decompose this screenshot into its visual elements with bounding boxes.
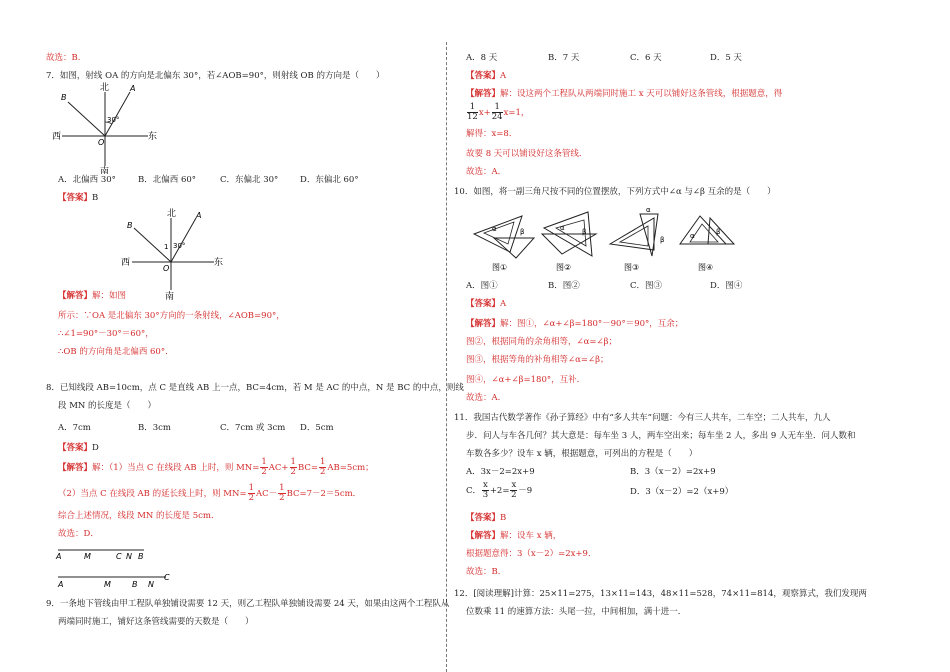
q9-option-d: D．5 天 — [710, 53, 742, 63]
q11-stem-2: 步．问人与车各几何？其大意是：每车坐 3 人，两车空出来；每车坐 2 人，多出 9 人无车坐．问人数和 — [466, 431, 856, 441]
fraction-numerator: 1 — [492, 103, 503, 113]
q7-north-label: 北 — [100, 83, 110, 93]
q9-result: 故要 8 天可以铺设好这条管线． — [466, 149, 588, 159]
q10-explain-3: 图③，根据等角的补角相等∠α=∠β； — [466, 355, 609, 365]
seg1-n: N — [126, 552, 132, 561]
q10-answer — [466, 298, 506, 310]
seg2-m: M — [104, 580, 111, 589]
q9-stem-2: 两端同时施工，铺好这条管线需要的天数是（ ） — [58, 617, 254, 627]
fraction-numerator: 1 — [248, 483, 254, 493]
fraction-numerator: x — [511, 480, 517, 490]
seg1-a: A — [56, 552, 62, 561]
q7s-west-label: 西 — [121, 258, 131, 268]
answer-label: 【答案】 — [58, 443, 93, 453]
q9-option-b: B．7 天 — [548, 53, 580, 63]
q11-stem-1: 11．我国古代数学著作《孙子算经》中有“多人共车”问题：今有三人共车，二车空；二人共车，九人 — [454, 413, 831, 423]
fraction — [482, 481, 489, 500]
fig2-beta: β — [582, 228, 587, 236]
eq-end: x=1， — [503, 108, 530, 118]
q8-summary: 综合上述情况，线段 MN 的长度是 5cm． — [58, 511, 220, 521]
q11-option-d: D．3（x－2）=2（x+9） — [630, 487, 734, 497]
fraction — [248, 484, 255, 503]
fraction-denominator: 3 — [482, 490, 489, 500]
q9-option-a: A．8 天 — [466, 53, 498, 63]
answer-value: B — [500, 513, 507, 523]
q11-equation: 根据题意得：3（x－2）=2x+9． — [466, 549, 597, 559]
q7-option-c: C．东偏北 30° — [220, 175, 279, 185]
q7-stem: 7．如图，射线 OA 的方向是北偏东 30°，若∠AOB=90°，则射线 OB 的方向是（ ） — [46, 71, 385, 81]
q7s-one-label: 1 — [164, 243, 169, 251]
fraction — [319, 458, 326, 477]
seg1-m: M — [84, 552, 91, 561]
q10-option-d: D．图④ — [710, 281, 743, 291]
fig3-beta: β — [660, 236, 665, 244]
q12-stem-2: 位数乘 11 的速算方法：头尾一拉，中间相加，满十进一． — [466, 607, 687, 617]
q9-explain — [466, 88, 782, 100]
explain-text: 解：设车 x 辆， — [500, 531, 562, 541]
seg2-c: C — [164, 573, 170, 582]
case2-end: BC=7－2＝5cm． — [286, 489, 362, 499]
fig1-beta: β — [520, 228, 525, 236]
fig3-alpha: α — [646, 206, 651, 214]
fraction-numerator: 1 — [319, 457, 326, 467]
case1-end: BC= — [297, 463, 318, 473]
q7-option-b: B．北偏西 60° — [138, 175, 197, 185]
q9-option-c: C．6 天 — [630, 53, 662, 63]
fraction-numerator: x — [483, 480, 488, 490]
q9-solve: 解得：x=8． — [466, 129, 518, 139]
q7-explain-line-3: ∴OB 的方向角是北偏西 60°． — [58, 347, 174, 357]
fraction — [278, 484, 285, 503]
q7s-north-label: 北 — [167, 209, 177, 219]
fraction-numerator: 1 — [261, 457, 267, 467]
fraction-denominator: 2 — [290, 467, 296, 477]
q12-stem-1: 12．[阅读理解]计算：25×11=275，13×11=143，48×11=528，74×11=814，观察算式，我们发现两 — [454, 589, 867, 599]
fraction-denominator: 2 — [511, 490, 517, 500]
answer-value: A — [500, 71, 507, 81]
fraction-numerator: 1 — [279, 483, 285, 493]
fraction — [492, 103, 503, 122]
q7s-angle-label: 30° — [173, 242, 186, 250]
q11-stem-3: 车数各多少？设车 x 辆，根据题意，可列出的方程是（ ） — [466, 449, 698, 459]
fraction-denominator: 2 — [319, 467, 326, 477]
q7-angle-label: 30° — [107, 116, 120, 124]
q7s-south-label: 南 — [165, 292, 175, 302]
q7s-o-label: O — [163, 264, 170, 273]
seg2-n: N — [148, 580, 154, 589]
case2-text: （2）当点 C 在线段 AB 的延长线上时，则 MN= — [58, 489, 247, 499]
q7-explain-line-2: ∴∠1=90°－30°＝60°， — [58, 329, 154, 339]
answer-label: 【答案】 — [466, 513, 501, 523]
seg1-b: B — [138, 552, 144, 561]
fig2-caption: 图② — [556, 263, 572, 272]
q10-explain-2: 图②，根据同角的余角相等，∠α=∠β； — [466, 337, 618, 347]
fraction — [510, 481, 517, 500]
answer-value: A — [500, 299, 507, 309]
opt-c-end: －9 — [518, 486, 533, 496]
q9-answer — [466, 70, 506, 82]
case2-mid: AC－ — [256, 489, 278, 499]
fig4-beta: β — [716, 228, 721, 236]
q7-explain-line-1: 所示：∵OA 是北偏东 30°方向的一条射线，∠AOB=90°， — [58, 311, 285, 321]
case1-text: 解：（1）当点 C 在线段 AB 上时，则 MN= — [92, 463, 260, 473]
q8-option-d: D．5cm — [300, 423, 334, 433]
opt-c-prefix: C． — [466, 486, 482, 496]
q10-option-c: C．图③ — [630, 281, 663, 291]
fraction — [260, 458, 267, 477]
explain-text: 解：设这两个工程队从两端同时施工 x 天可以铺好这条管线，根据题意，得 — [500, 89, 783, 99]
q7-explain-head — [58, 290, 126, 302]
q8-stem-2: 段 MN 的长度是（ ） — [58, 401, 157, 411]
case1-mid: AC+ — [268, 463, 289, 473]
q8-option-a: A．7cm — [58, 423, 91, 433]
fraction-denominator: 2 — [279, 493, 285, 503]
q9-conclusion: 故选：A． — [466, 167, 507, 177]
answer-label: 【答案】 — [58, 193, 93, 203]
explain-label: 【解答】 — [58, 463, 93, 473]
fraction — [290, 458, 297, 477]
q8-option-c: C．7cm 或 3cm — [220, 423, 286, 433]
answer-label: 【答案】 — [466, 299, 501, 309]
q9-stem-1: 9．一条地下管线由甲工程队单独铺设需要 12 天，则乙工程队单独铺设需要 24 天，如果由这两个工程队从 — [46, 599, 450, 609]
q7-answer — [58, 192, 98, 204]
fraction-denominator: 2 — [261, 467, 267, 477]
fig1-alpha: α — [492, 225, 497, 233]
fraction-numerator: 1 — [467, 103, 478, 113]
seg2-a: A — [58, 580, 64, 589]
prev-conclusion: 故选：B. — [46, 53, 81, 63]
case1-result: AB=5cm； — [327, 463, 374, 473]
fraction — [467, 103, 478, 122]
explain-text: 解：图①，∠α+∠β=180°－90°＝90°，互余； — [500, 319, 684, 329]
seg2-b: B — [132, 580, 138, 589]
q10-conclusion: 故选：A． — [466, 393, 507, 403]
q8-segment-figure — [54, 544, 184, 590]
fraction-denominator: 24 — [491, 112, 503, 122]
answer-label: 【答案】 — [466, 71, 501, 81]
q11-option-b: B．3（x－2）=2x+9 — [630, 467, 716, 477]
q10-explain-4: 图④，∠α+∠β=180°，互补． — [466, 375, 586, 385]
fraction-denominator: 2 — [248, 493, 254, 503]
q7-a-label: A — [130, 84, 136, 93]
q7s-a-label: A — [196, 211, 202, 220]
column-divider — [446, 42, 447, 672]
q7-option-a: A．北偏西 30° — [58, 175, 116, 185]
explain-label: 【解答】 — [466, 89, 501, 99]
q11-conclusion: 故选：B． — [466, 567, 507, 577]
explain-label: 【解答】 — [466, 319, 501, 329]
eq-mid: x+ — [478, 108, 491, 118]
fig3-caption: 图③ — [624, 263, 640, 272]
q7-east-label: 东 — [148, 132, 158, 142]
answer-value: B — [92, 193, 99, 203]
q7-south-label: 南 — [100, 167, 110, 174]
q11-option-c — [466, 480, 532, 502]
q10-triangles-figure — [464, 200, 754, 276]
answer-value: D — [92, 443, 99, 453]
q7-west-label: 西 — [52, 132, 62, 142]
fig4-alpha: α — [690, 232, 695, 240]
explain-head: 解：如图 — [92, 291, 127, 301]
q7s-east-label: 东 — [214, 258, 224, 268]
q7-b-label: B — [61, 93, 67, 102]
q7-compass-figure — [48, 82, 168, 174]
q11-answer — [466, 512, 506, 524]
q7-solution-figure — [118, 206, 230, 302]
left-column — [0, 0, 464, 672]
q10-explain-1 — [466, 318, 683, 330]
q10-option-a: A．图① — [466, 281, 498, 291]
fraction-numerator: 1 — [290, 457, 296, 467]
q8-option-b: B．3cm — [138, 423, 171, 433]
q8-answer — [58, 442, 99, 454]
right-column — [448, 0, 950, 672]
explain-label: 【解答】 — [58, 291, 93, 301]
fig2-alpha: α — [560, 224, 565, 232]
q8-case-1 — [58, 458, 374, 478]
q7-option-d: D．东偏北 60° — [300, 175, 359, 185]
fig1-caption: 图① — [492, 263, 508, 272]
q8-case-2 — [58, 484, 361, 504]
fig4-caption: 图④ — [698, 263, 714, 272]
fraction-denominator: 12 — [467, 112, 478, 122]
q9-equation — [466, 102, 529, 124]
q8-conclusion: 故选：D． — [58, 529, 99, 539]
q8-stem-1: 8．已知线段 AB=10cm，点 C 是直线 AB 上一点，BC=4cm，若 M 是 AC 的中点，N 是 BC 的中点，则线 — [46, 383, 464, 393]
q11-explain — [466, 530, 561, 542]
q10-option-b: B．图② — [548, 281, 580, 291]
opt-c-mid: +2= — [489, 486, 510, 496]
q7-o-label: O — [98, 138, 105, 147]
q11-option-a: A．3x－2=2x+9 — [466, 467, 535, 477]
q10-stem: 10．如图，将一副三角尺按不同的位置摆放，下列方式中∠α 与∠β 互余的是（ ） — [454, 187, 776, 197]
explain-label: 【解答】 — [466, 531, 501, 541]
q7s-b-label: B — [127, 221, 133, 230]
seg1-c: C — [116, 552, 122, 561]
